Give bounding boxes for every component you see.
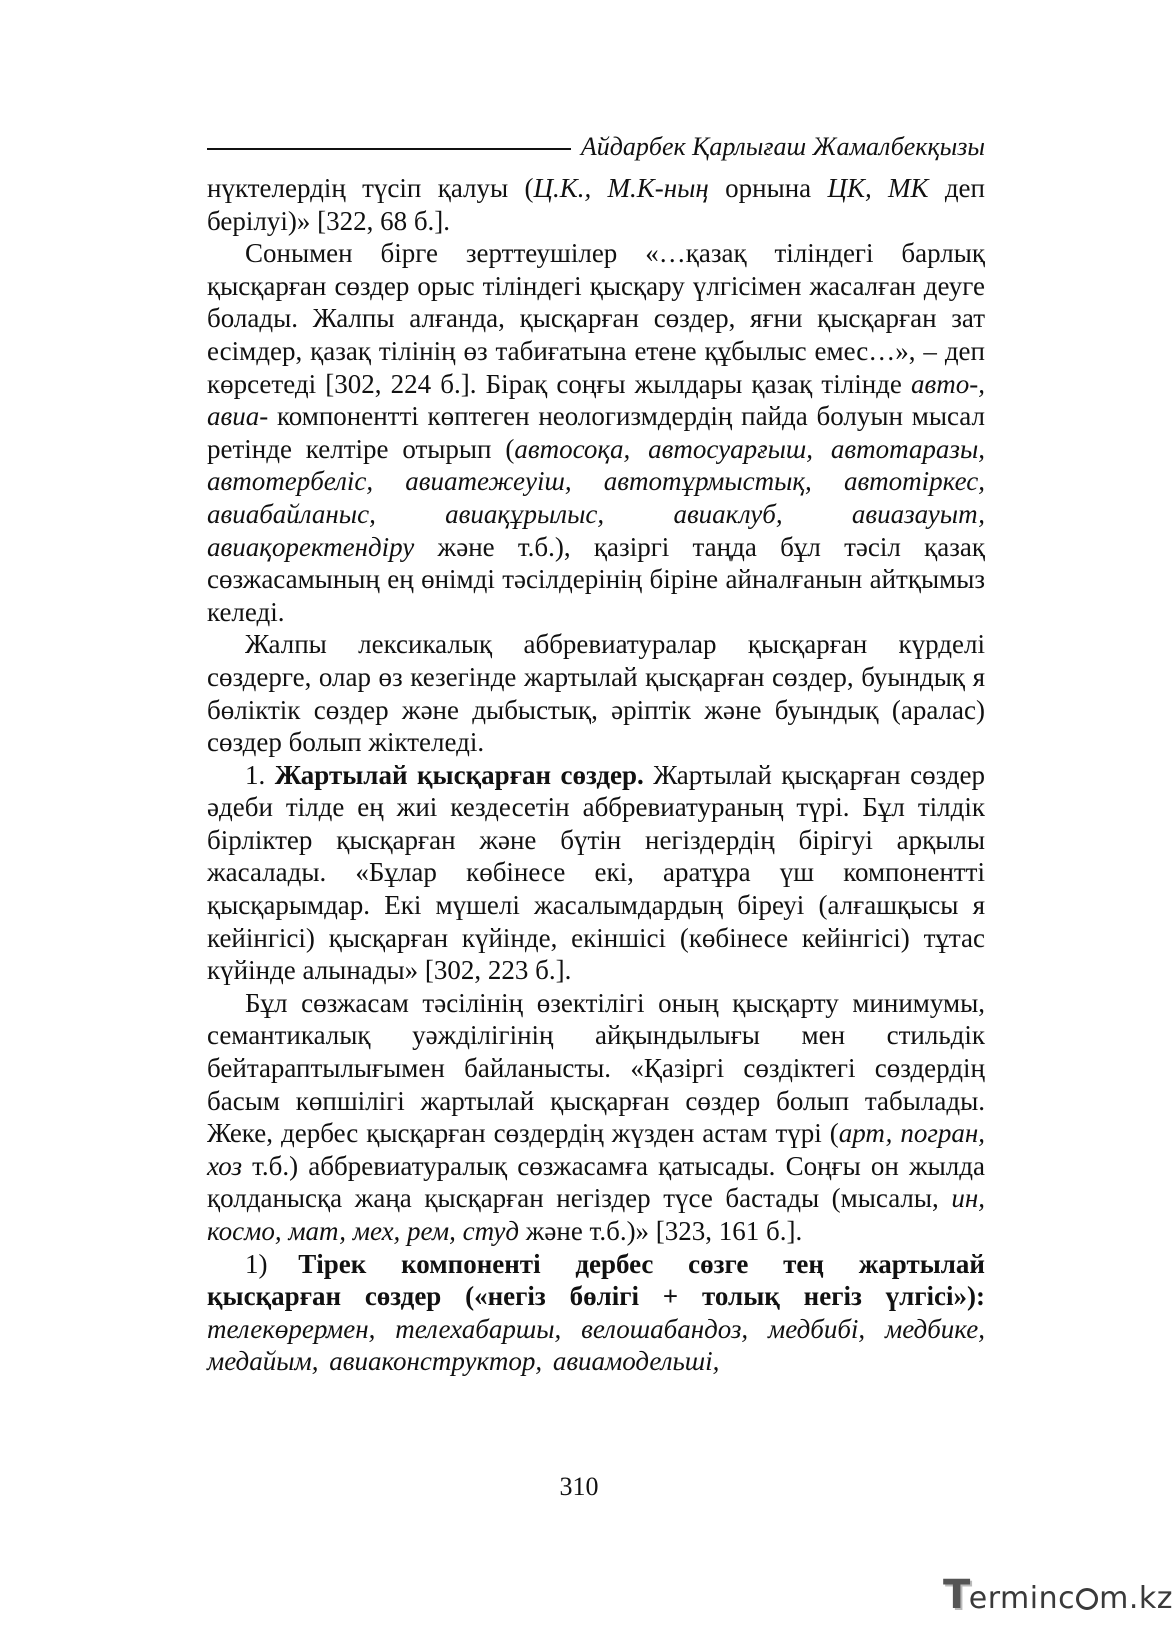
- italic-run: Ц.К., М.К-ның: [533, 173, 709, 203]
- text-run: және т.б.)» [323, 161 б.].: [518, 1216, 803, 1246]
- italic-run: ин, космо, мат, мех, рем, студ: [207, 1183, 985, 1246]
- text-run: нүктелердің түсіп қалуы (: [207, 173, 534, 203]
- bold-run: Жартылай қысқарған сөздер.: [274, 759, 644, 790]
- paragraph: [207, 1248, 985, 1378]
- running-header: [207, 132, 985, 162]
- header-author: Айдарбек Қарлығаш Жамалбекқызы: [580, 132, 985, 161]
- text-run: т.б.) аббревиатуралық сөзжасамға қатысады. Соңғы он жылда қолданысқа жаңа қысқарған негіздер түсе бастады (мысалы,: [207, 1150, 985, 1214]
- paragraph: [207, 987, 985, 1248]
- paragraph: [207, 172, 985, 237]
- italic-run: телекөрермен, телехабаршы, велошабандоз, медбибі, медбике, медайым, авиаконструктор, авиамодельші,: [207, 1313, 985, 1377]
- circle-icon: [1076, 1588, 1098, 1610]
- text-run: компонентті көптеген неологизмдердің пайда болуын мысал ретінде келтіре отырып (: [207, 401, 985, 464]
- watermark-t: T: [943, 1572, 971, 1618]
- list-number: 1): [245, 1248, 299, 1279]
- paragraph: [207, 759, 985, 987]
- italic-run: арт, погран, хоз: [207, 1118, 985, 1181]
- text-run: және т.б.), қазіргі таңда бұл тәсіл қазақ сөзжасамының ең өнімді тәсілдерінің біріне айналғанын айтқымыз келеді.: [207, 531, 985, 627]
- watermark-logo: [943, 1572, 1173, 1618]
- list-number: 1.: [245, 759, 275, 790]
- header-rule: [207, 148, 571, 150]
- watermark-text: m.kz: [1099, 1581, 1173, 1616]
- italic-run: автосоқа, автосуарғыш, автотаразы, автотербеліс, авиатежеуіш, автотұрмыстық, автотіркес, авиабайланыс, авиақұрылыс, авиаклуб, авиазауыт, авиақоректендіру: [207, 433, 986, 562]
- page-body: [207, 172, 985, 1378]
- watermark-text: erminc: [968, 1581, 1076, 1616]
- text-run: Жалпы лексикалық аббревиатуралар қысқарған күрделі сөздерге, олар өз кезегінде жартылай қысқарған сөздер, буындық я бөліктік сөздер және дыбыстық, әріптік және буындық (аралас) сөздер болып жіктеледі.: [207, 629, 985, 758]
- text-run: деп берілуі)» [322, 68 б.].: [207, 173, 985, 236]
- paragraph: [207, 237, 985, 628]
- italic-run: ЦК, МК: [827, 173, 929, 203]
- bold-run: Тірек компоненті дербес сөзге тең жартылай қысқарған сөздер («негіз бөлігі + толық негіз үлгісі»):: [207, 1248, 985, 1312]
- text-run: Бұл сөзжасам тәсілінің өзектілігі оның қысқарту минимумы, семантикалық уәжділігінің айқындылығы мен стильдік бейтараптылығымен байланысты. «Қазіргі сөздіктегі сөздердің басым көпшілігі жартылай қысқарған сөздер болып табылады. Жеке, дербес қысқарған сөздердің жүзден астам түрі (: [207, 987, 985, 1149]
- text-run: Жартылай қысқарған сөздер әдеби тілде ең жиі кездесетін аббревиатураның түрі. Бұл тілдік бірліктер қысқарған және бүтін негіздердің бірігуі арқылы жасалады. «Бұлар көбінесе екі, аратұра үш компонентті қысқарымдар. Екі мүшелі жасалымдардың біреуі (алғашқысы я кейінгісі) қысқарған күйінде, екіншісі (көбінесе кейінгісі) тұтас күйінде алынады» [302, 223 б.].: [207, 759, 986, 986]
- italic-run: авто-, авиа-: [207, 368, 985, 432]
- text-run: Сонымен бірге зерттеушілер «…қазақ тіліндегі барлық қысқарған сөздер орыс тіліндегі қысқару үлгісімен жасалған деуге болады. Жалпы алғанда, қысқарған сөздер, яғни қысқарған зат есімдер, қазақ тілінің өз табиғатына етене құбылыс емес…», – деп көрсетеді [302, 224 б.]. Бірақ соңғы жылдары қазақ тілінде: [207, 238, 985, 399]
- text-run: орнына: [708, 173, 828, 203]
- paragraph: [207, 628, 985, 758]
- page-number: 310: [559, 1472, 599, 1501]
